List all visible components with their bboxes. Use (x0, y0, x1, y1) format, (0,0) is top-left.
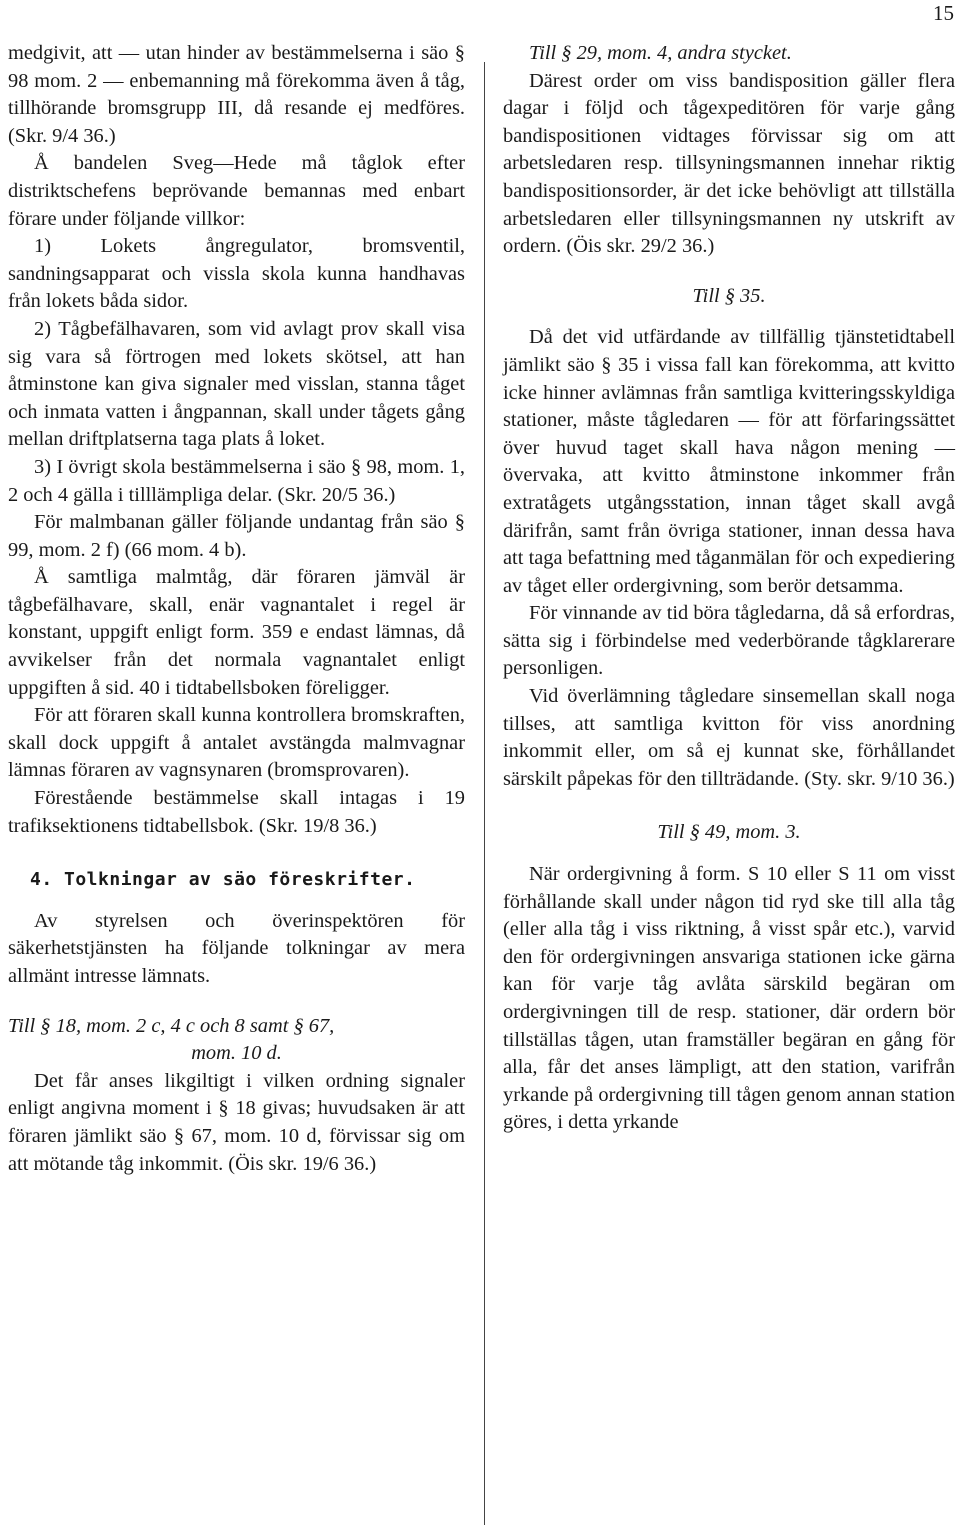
subheading: Till § 18, mom. 2 c, 4 c och 8 samt § 67, (8, 1014, 335, 1037)
paragraph: 3) I övrigt skola bestämmelserna i säo § 98, mom. 1, 2 och 4 gälla i tilllämpliga delar. (Skr. 20/5 36.) (8, 455, 465, 506)
column-divider (484, 62, 485, 1525)
paragraph: 1) Lokets ångregulator, bromsventil, sandningsapparat och vissla skola kunna handhavas från lokets båda sidor. (8, 235, 465, 313)
subheading: mom. 10 d. (191, 1042, 282, 1065)
paragraph: Det får anses likgiltigt i vilken ordning signaler enligt angivna moment i § 18 givas; huvudsaken är att föraren jämlikt säo § 67, mom. 10 d, förvissar sig om att mötande tåg inkommit. (Öis skr. 19/6 36.) (8, 1069, 465, 1175)
spacer (503, 793, 955, 819)
paragraph: Då det vid utfärdande av tillfällig tjänstetidtabell jämlikt säo § 35 i vissa fall kan förekomma, att kvitto icke hinner avlämnas från samtliga kvitteringsskyldiga stationer, måste tågledaren — för att förfaringssättet över huvud taget skall hava någon mening — övervaka, att kvitto åtminstone inkommer från extratågets utgångsstation, innan tåget skall avgå därifrån, samt från övriga stationer, innan dessa hava att taga befattning med tåganmälan för och expediering av tåget eller ordergivning, som berör detsamma. (503, 326, 955, 597)
paragraph: För malmbanan gäller följande undantag från säo § 99, mom. 2 f) (66 mom. 4 b). (8, 511, 465, 561)
subheading: Till § 35. (692, 284, 766, 307)
paragraph: 2) Tågbefälhavaren, som vid avlagt prov skall visa sig vara så förtrogen med lokets skötsel, att han åtminstone kan giva signaler med visslan, stanna tåget och inmata vatten i ångpannan, skall under tågets gång mellan driftplatserna taga plats å loket. (8, 317, 465, 451)
spacer (8, 840, 465, 866)
subheading: Till § 49, mom. 3. (657, 821, 801, 844)
spacer (8, 991, 465, 1013)
right-column (503, 40, 955, 1137)
spacer (503, 261, 955, 283)
section-heading: 4. Tolkningar av säo föreskrifter. (30, 869, 416, 891)
left-column (8, 40, 465, 1178)
paragraph: Därest order om viss bandisposition gäller flera dagar i följd och tågexpeditören för varje gång bandispositionen vidtages förvissar sig om att arbetsledaren resp. tillsyningsmannen innehar riktig bandispositionsorder, är det icke behövligt att tillställa arbetsledaren eller tillsyningsmannen ny utskrift av ordern. (Öis skr. 29/2 36.) (503, 69, 955, 258)
paragraph: För vinnande av tid böra tågledarna, då så erfordras, sätta sig i förbindelse med vederbörande tågklarerare personligen. (503, 602, 955, 680)
paragraph: Vid överlämning tågledare sinsemellan skall noga tillses, att samtliga kvitton för viss anordning inkommit eller, om så ej kunnat ske, förhållandet särskilt påpekas för den tillträdande. (Sty. skr. 9/10 36.) (503, 685, 955, 790)
paragraph: Förestående bestämmelse skall intagas i 19 trafiksektionens tidtabellsbok. (Skr. 19/8 36.) (8, 787, 465, 837)
paragraph: Å bandelen Sveg—Hede må tåglok efter distriktschefens beprövande bemannas med enbart förare under följande villkor: (8, 152, 465, 230)
page-number: 15 (933, 1, 954, 25)
spacer (503, 310, 955, 324)
paragraph: medgivit, att — utan hinder av bestämmelserna i säo § 98 mom. 2 — enbemanning må förekomma även å tåg, tillhörande bromsgrupp III, då resande ej medföres. (Skr. 9/4 36.) (8, 42, 465, 147)
spacer (503, 847, 955, 861)
spacer (8, 894, 465, 908)
paragraph: Av styrelsen och överinspektören för säkerhetstjänsten ha följande tolkningar av mera allmänt intresse lämnats. (8, 909, 465, 987)
paragraph: För att föraren skall kunna kontrollera bromskraften, skall dock uppgift å antalet avstängda malmvagnar lämnas föraren av vagnsynaren (bromsprovaren). (8, 704, 465, 782)
paragraph: Å samtliga malmtåg, där föraren jämväl är tågbefälhavare, skall, enär vagnantalet i regel är konstant, uppgift enligt form. 359 e endast lämnas, då avvikelser från det normala vagnantalet enligt uppgiften å sid. 40 i tidtabellsboken föreligger. (8, 566, 465, 699)
paragraph: När ordergivning å form. S 10 eller S 11 om visst förhållande skall under någon tid ryd ske till alla tåg (eller alla tåg i viss riktning, å visst spår etc.), varvid den för ordergivningen ansvariga stationen icke gärna kan för varje tåg avlåta särskild begäran om ordergivningen till de resp. stationer, där ordern bör tillställas tågen, utan framställer begäran en gång för alla, får det anses lämpligt, att den station, varifrån yrkande på ordergivning till tågen genom annan station göres, i detta yrkande (503, 863, 955, 1134)
subheading: Till § 29, mom. 4, andra stycket. (529, 42, 792, 64)
